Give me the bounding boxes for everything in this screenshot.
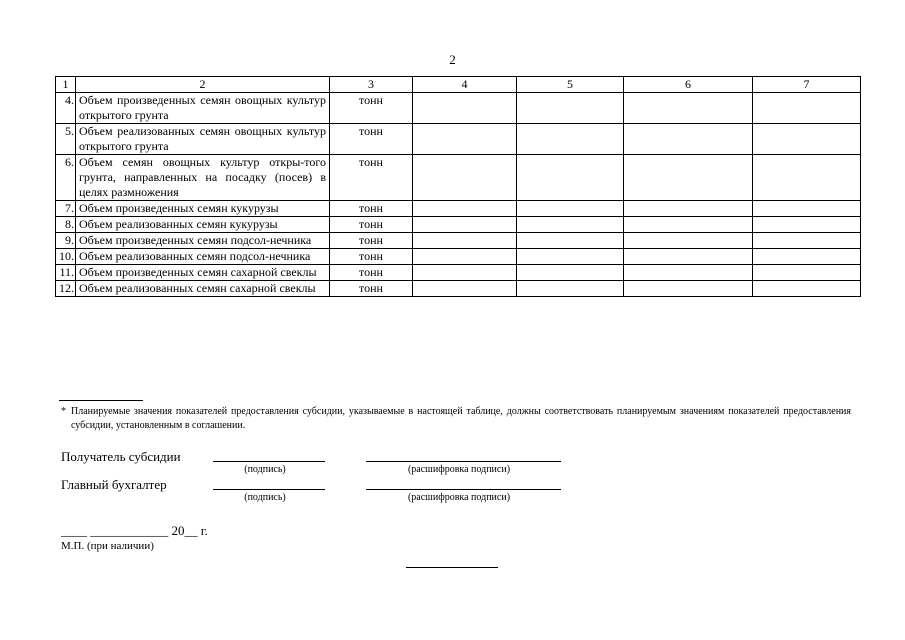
indicator-name: Объем реализованных семян сахарной свеклы (76, 281, 330, 297)
indicator-name: Объем реализованных семян кукурузы (76, 217, 330, 233)
value-cell (753, 124, 861, 155)
value-cell (753, 233, 861, 249)
recipient-signature-line (213, 461, 325, 462)
footnote-divider (59, 400, 143, 401)
value-cell (624, 124, 753, 155)
row-number: 11. (56, 265, 76, 281)
column-header: 4 (413, 77, 517, 93)
row-number: 8. (56, 217, 76, 233)
value-cell (413, 217, 517, 233)
value-cell (517, 124, 624, 155)
row-number: 9. (56, 233, 76, 249)
footnote-text: Планируемые значения показателей предоставления субсидии, указываемые в настоящей таблице, должны соответствовать планируемым значениям показателей предоставления субсидии, установленным в соглашении. (71, 406, 851, 431)
recipient-decoding-line (366, 461, 561, 462)
table-row (56, 281, 861, 297)
table-row (56, 265, 861, 281)
column-header: 1 (56, 77, 76, 93)
accountant-label: Главный бухгалтер (61, 477, 167, 492)
value-cell (517, 233, 624, 249)
value-cell (413, 249, 517, 265)
value-cell (624, 217, 753, 233)
value-cell (517, 93, 624, 124)
value-cell (753, 155, 861, 201)
decoding-caption: (расшифровка подписи) (407, 492, 511, 503)
table-row (56, 201, 861, 217)
indicator-name: Объем семян овощных культур откры-того грунта, направленных на посадку (посев) в целях размножения (76, 155, 330, 201)
column-header: 3 (330, 77, 413, 93)
value-cell (753, 93, 861, 124)
row-number: 7. (56, 201, 76, 217)
table-row (56, 233, 861, 249)
row-number: 6. (56, 155, 76, 201)
stamp-label: М.П. (при наличии) (61, 540, 154, 552)
unit-cell: тонн (330, 124, 413, 155)
value-cell (413, 201, 517, 217)
value-cell (624, 281, 753, 297)
value-cell (413, 93, 517, 124)
value-cell (624, 249, 753, 265)
column-header: 6 (624, 77, 753, 93)
value-cell (753, 217, 861, 233)
value-cell (413, 124, 517, 155)
row-number: 4. (56, 93, 76, 124)
value-cell (624, 93, 753, 124)
value-cell (413, 281, 517, 297)
column-header: 5 (517, 77, 624, 93)
unit-cell: тонн (330, 249, 413, 265)
value-cell (413, 233, 517, 249)
accountant-signature-line (213, 489, 325, 490)
unit-cell: тонн (330, 281, 413, 297)
value-cell (624, 155, 753, 201)
unit-cell: тонн (330, 155, 413, 201)
indicator-name: Объем произведенных семян сахарной свеклы (76, 265, 330, 281)
value-cell (517, 217, 624, 233)
value-cell (624, 201, 753, 217)
signature-caption: (подпись) (244, 492, 286, 503)
date-line: ____ ____________ 20__ г. (61, 523, 208, 538)
value-cell (517, 265, 624, 281)
table-header-row (56, 77, 861, 93)
indicator-name: Объем произведенных семян кукурузы (76, 201, 330, 217)
indicators-table (55, 76, 861, 297)
value-cell (753, 281, 861, 297)
unit-cell: тонн (330, 233, 413, 249)
unit-cell: тонн (330, 201, 413, 217)
footnote (61, 405, 851, 433)
value-cell (624, 265, 753, 281)
signature-caption: (подпись) (244, 464, 286, 475)
value-cell (517, 201, 624, 217)
row-number: 10. (56, 249, 76, 265)
unit-cell: тонн (330, 217, 413, 233)
indicator-name: Объем произведенных семян овощных культур открытого грунта (76, 93, 330, 124)
value-cell (753, 265, 861, 281)
value-cell (517, 281, 624, 297)
table-row (56, 93, 861, 124)
value-cell (624, 233, 753, 249)
recipient-label: Получатель субсидии (61, 449, 181, 464)
unit-cell: тонн (330, 265, 413, 281)
indicator-name: Объем реализованных семян подсол-нечника (76, 249, 330, 265)
table-row (56, 249, 861, 265)
value-cell (413, 265, 517, 281)
indicator-name: Объем реализованных семян овощных культур открытого грунта (76, 124, 330, 155)
page-number: 2 (449, 52, 456, 67)
table-row (56, 155, 861, 201)
decoding-caption: (расшифровка подписи) (407, 464, 511, 475)
value-cell (517, 249, 624, 265)
value-cell (753, 249, 861, 265)
value-cell (753, 201, 861, 217)
footnote-mark: * (61, 406, 66, 417)
table-row (56, 124, 861, 155)
end-divider (406, 567, 498, 568)
row-number: 12. (56, 281, 76, 297)
indicator-name: Объем произведенных семян подсол-нечника (76, 233, 330, 249)
accountant-decoding-line (366, 489, 561, 490)
unit-cell: тонн (330, 93, 413, 124)
column-header: 7 (753, 77, 861, 93)
row-number: 5. (56, 124, 76, 155)
column-header: 2 (76, 77, 330, 93)
value-cell (517, 155, 624, 201)
table-row (56, 217, 861, 233)
value-cell (413, 155, 517, 201)
